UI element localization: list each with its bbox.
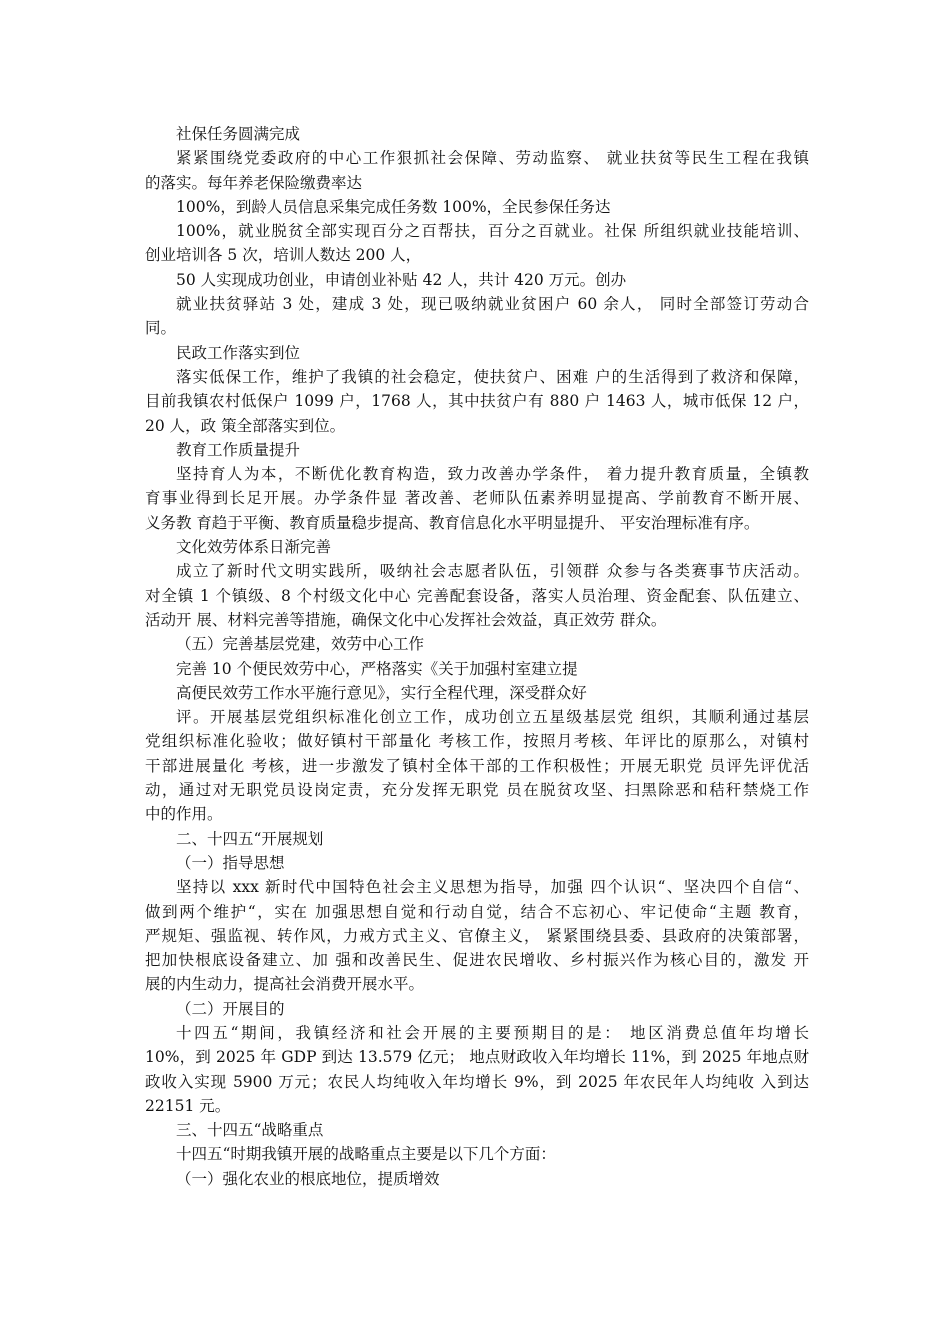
text-line: 社保任务圆满完成 [176, 125, 301, 143]
text-line: 的落实。每年养老保险缴费率达 [145, 173, 363, 192]
text-line: 民政工作落实到位 [176, 343, 301, 362]
text-line: 把加快根底设备建立、加 强和改善民生、促进农民增收、乡村振兴作为核心目的，激发 开 [145, 951, 809, 970]
text-line: 中的作用。 [145, 805, 223, 824]
text-line: 文化效劳体系日渐完善 [176, 538, 332, 557]
text-line: 完善 10 个便民效劳中心，严格落实《关于加强村室建立提 [176, 659, 578, 678]
text-line: （一）强化农业的根底地位，提质增效 [176, 1169, 440, 1188]
text-line: 义务教 育趋于平衡、教育质量稳步提高、教育信息化水平明显提升、 平安治理标准有序。 [145, 513, 760, 532]
text-line: 展的内生动力，提高社会消费开展水平。 [145, 975, 425, 994]
text-line: 100%，到龄人员信息采集完成任务数 100%，全民参保任务达 [176, 197, 611, 216]
document-body [145, 122, 809, 1191]
text-line: 三、十四五“战略重点 [176, 1121, 324, 1140]
text-line: （二）开展目的 [176, 999, 285, 1018]
text-line: 评。开展基层党组织标准化创立工作，成功创立五星级基层党 组织，其顺利通过基层 [176, 708, 809, 727]
text-line: 坚持以 xxx 新时代中国特色社会主义思想为指导，加强 四个认识“、坚决四个自信“、 [176, 878, 809, 897]
text-line: 对全镇 1 个镇级、8 个村级文化中心 完善配套设备，落实人员治理、资金配套、队伍建立、 [145, 586, 809, 605]
text-line: 二、十四五“开展规划 [176, 829, 324, 848]
text-line: 100%，就业脱贫全部实现百分之百帮扶，百分之百就业。社保 所组织就业技能培训、 [176, 222, 809, 241]
text-line: 成立了新时代文明实践所，吸纳社会志愿者队伍，引领群 众参与各类赛事节庆活动。 [176, 562, 809, 581]
text-line: 创业培训各 5 次，培训人数达 200 人， [145, 246, 422, 265]
text-line: 高便民效劳工作水平施行意见》，实行全程代理，深受群众好 [176, 683, 587, 702]
text-line: （一）指导思想 [176, 853, 285, 872]
text-line: 十四五“期间，我镇经济和社会开展的主要预期目的是： 地区消费总值年均增长 [176, 1023, 809, 1042]
text-line: 政收入实现 5900 万元；农民人均纯收入年均增长 9%，到 2025 年农民年人均纯收 入到达 [145, 1072, 809, 1091]
text-line: 动，通过对无职党员设岗定责，充分发挥无职党 员在脱贫攻坚、扫黑除恶和秸秆禁烧工作 [145, 781, 809, 800]
text-line: 活动开 展、材料完善等措施，确保文化中心发挥社会效益，真正效劳 群众。 [145, 610, 667, 629]
text-line: 严规矩、强监视、转作风，力戒方式主义、官僚主义， 紧紧围绕县委、县政府的决策部署， [145, 926, 809, 945]
text-line: 干部进展量化 考核，进一步激发了镇村全体干部的工作积极性；开展无职党 员评先评优活 [145, 756, 809, 775]
text-line: 紧紧围绕党委政府的中心工作狠抓社会保障、劳动监察、 就业扶贫等民生工程在我镇 [176, 149, 809, 168]
text-line: 同。 [145, 319, 177, 338]
text-line: （五）完善基层党建，效劳中心工作 [176, 635, 425, 654]
text-line: 党组织标准化验收；做好镇村干部量化 考核工作，按照月考核、年评比的原那么，对镇村 [145, 732, 809, 751]
text-line: 十四五“时期我镇开展的战略重点主要是以下几个方面： [176, 1145, 556, 1164]
text-line: 目前我镇农村低保户 1099 户，1768 人，其中扶贫户有 880 户 1463 人，城市低保 12 户， [145, 392, 809, 411]
text-line: 就业扶贫驿站 3 处，建成 3 处，现已吸纳就业贫困户 60 余人， 同时全部签订劳动合 [176, 295, 809, 314]
text-line: 22151 元。 [145, 1096, 231, 1115]
text-line: 做到两个维护“，实在 加强思想自觉和行动自觉，结合不忘初心、牢记使命“主题 教育， [145, 902, 809, 921]
text-line: 育事业得到长足开展。办学条件显 著改善、老师队伍素养明显提高、学前教育不断开展、 [145, 489, 809, 508]
text-line: 教育工作质量提升 [176, 440, 301, 459]
text-line: 坚持育人为本，不断优化教育构造，致力改善办学条件， 着力提升教育质量，全镇教 [176, 465, 809, 484]
text-line: 50 人实现成功创业，申请创业补贴 42 人，共计 420 万元。创办 [176, 270, 627, 289]
text-line: 20 人，政 策全部落实到位。 [145, 416, 346, 435]
text-line: 落实低保工作，维护了我镇的社会稳定，使扶贫户、困难 户的生活得到了救济和保障， [176, 367, 809, 386]
text-line: 10%，到 2025 年 GDP 到达 13.579 亿元； 地点财政收入年均增长 11%，到 2025 年地点财 [145, 1048, 809, 1067]
